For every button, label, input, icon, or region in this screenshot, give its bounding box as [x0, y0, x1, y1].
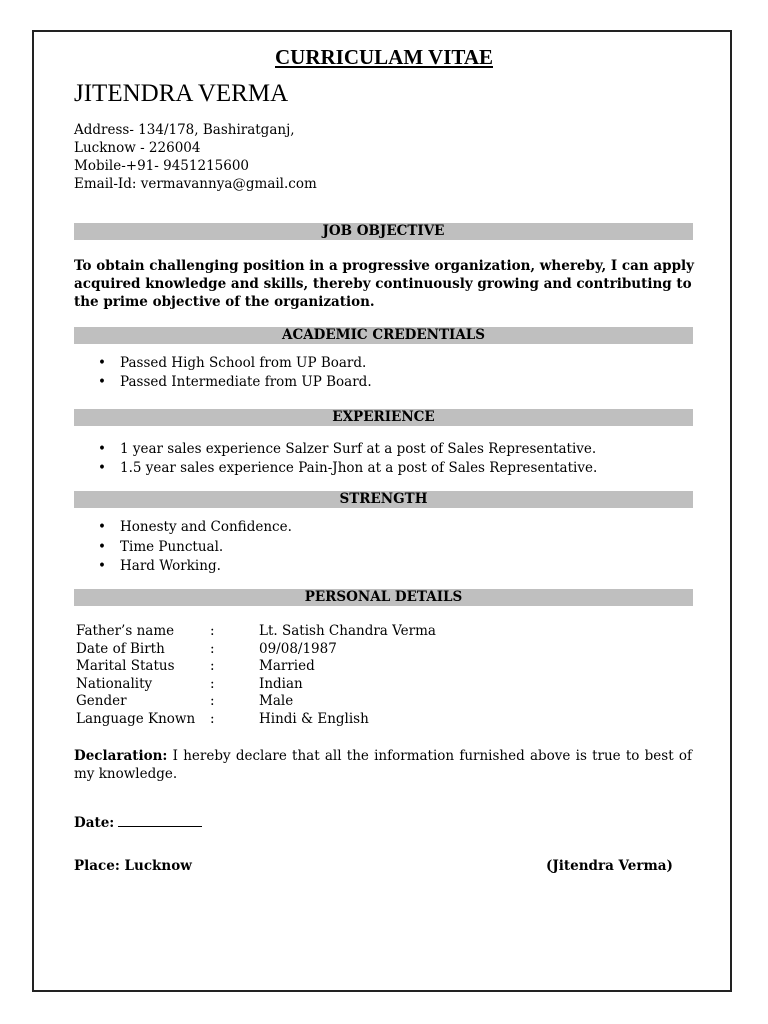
- contact-block: [74, 121, 317, 193]
- job-objective-heading: JOB OBJECTIVE: [74, 223, 693, 240]
- contact-mobile: Mobile-+91- 9451215600: [74, 158, 250, 174]
- table-row: [76, 658, 436, 676]
- detail-separator: :: [210, 693, 215, 710]
- declaration-text: I hereby declare that all the information furnished above is true to best of my knowledge.: [74, 748, 692, 782]
- strength-list: [74, 518, 292, 577]
- date-blank-line: [118, 814, 202, 827]
- personal-details-table: [76, 623, 436, 729]
- detail-key: Father’s name: [76, 623, 175, 639]
- detail-separator: :: [210, 640, 215, 657]
- declaration-label: Declaration:: [74, 748, 168, 764]
- detail-value: Lt. Satish Chandra Verma: [259, 623, 436, 639]
- detail-value: Male: [259, 693, 294, 710]
- table-row: [76, 676, 436, 694]
- list-item: • Passed Intermediate from UP Board.: [120, 373, 372, 392]
- date-label: Date:: [74, 815, 115, 831]
- detail-separator: :: [210, 675, 215, 692]
- table-row: [76, 693, 436, 711]
- list-item: • Hard Working.: [120, 557, 292, 577]
- table-row: [76, 641, 436, 659]
- candidate-name: JITENDRA VERMA: [74, 80, 289, 107]
- declaration: [74, 747, 692, 783]
- document-title: CURRICULAM VITAE: [275, 45, 493, 69]
- table-row: [76, 711, 436, 729]
- date-field: [74, 814, 202, 831]
- contact-email: Email-Id: vermavannya@gmail.com: [74, 176, 317, 192]
- place-label: Place: Lucknow: [74, 858, 192, 874]
- academic-heading: ACADEMIC CREDENTIALS: [74, 327, 693, 344]
- contact-address: Address- 134/178, Bashiratganj,: [74, 122, 295, 138]
- list-item: • Passed High School from UP Board.: [120, 354, 372, 373]
- job-objective-text: To obtain challenging position in a progressive organization, whereby, I can apply acquired knowledge and skills, thereby continuously growing and contributing to the prime objective of the organization.: [74, 258, 695, 310]
- contact-city: Lucknow - 226004: [74, 140, 201, 156]
- list-item: • 1.5 year sales experience Pain-Jhon at a post of Sales Representative.: [120, 459, 597, 478]
- detail-value: Hindi & English: [259, 710, 369, 727]
- detail-separator: :: [210, 623, 215, 639]
- strength-heading: STRENGTH: [74, 491, 693, 508]
- detail-value: Married: [259, 658, 315, 675]
- personal-details-heading: PERSONAL DETAILS: [74, 589, 693, 606]
- detail-separator: :: [210, 658, 215, 675]
- experience-heading: EXPERIENCE: [74, 409, 693, 426]
- academic-list: [74, 354, 372, 391]
- detail-value: 09/08/1987: [259, 640, 337, 657]
- list-item: • Honesty and Confidence.: [120, 518, 292, 538]
- detail-key: Language Known: [76, 710, 196, 727]
- detail-separator: :: [210, 710, 215, 727]
- detail-value: Indian: [259, 675, 303, 692]
- detail-key: Nationality: [76, 675, 153, 692]
- experience-list: [74, 440, 597, 478]
- detail-key: Date of Birth: [76, 640, 165, 657]
- signature-name: (Jitendra Verma): [546, 858, 673, 874]
- table-row: [76, 623, 436, 641]
- detail-key: Marital Status: [76, 658, 175, 675]
- list-item: • Time Punctual.: [120, 538, 292, 558]
- list-item: • 1 year sales experience Salzer Surf at a post of Sales Representative.: [120, 440, 597, 459]
- detail-key: Gender: [76, 693, 127, 710]
